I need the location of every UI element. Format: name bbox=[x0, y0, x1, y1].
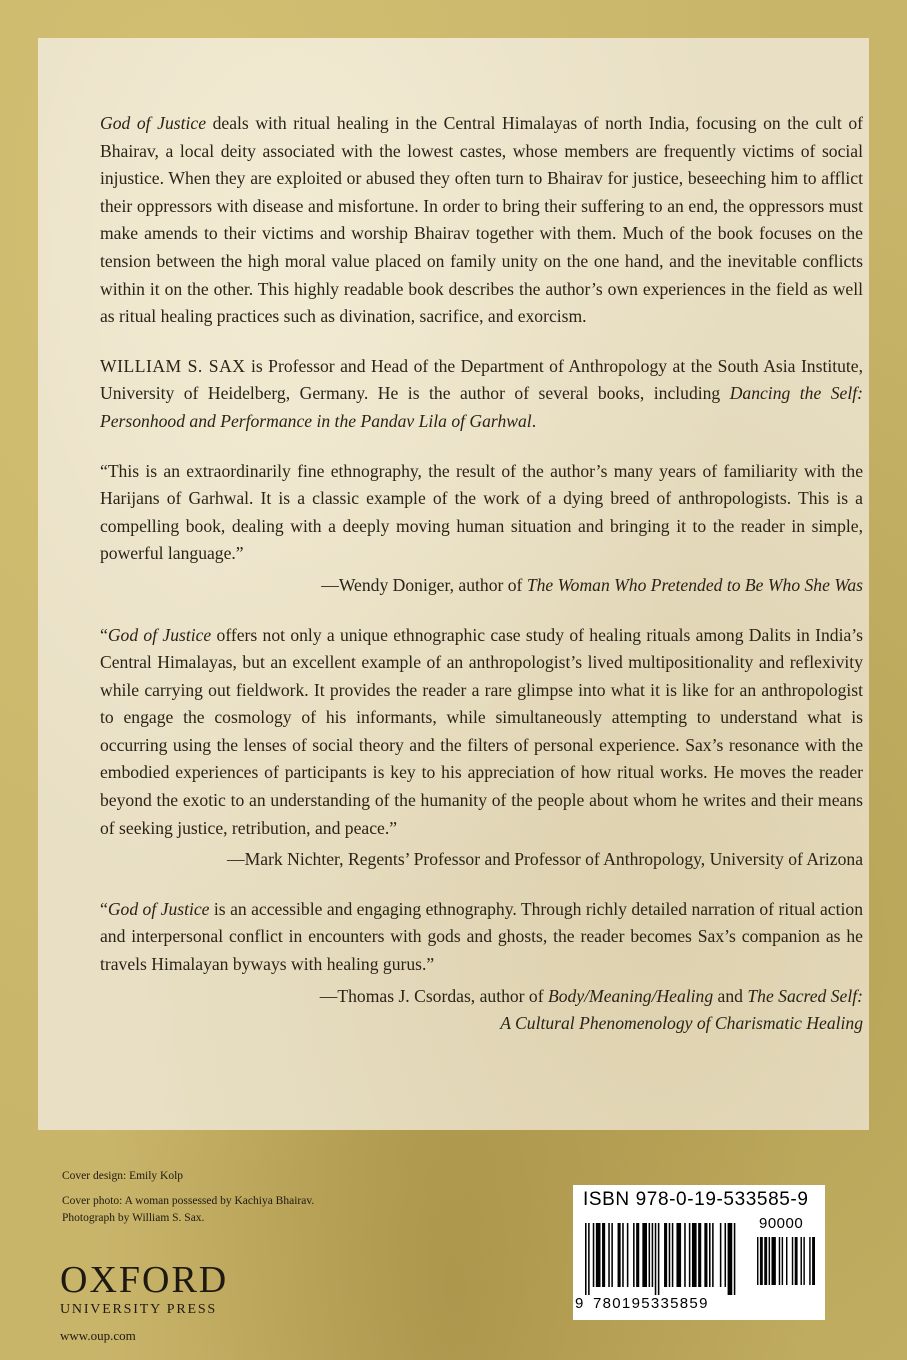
quote-title: God of Justice bbox=[107, 898, 210, 919]
blurb-text: deals with ritual healing in the Central Himalayas of north India, focusing on the cult of Bhairav, a local deity associated with the lowest castes, whose members are frequently victims of social injustice. When they are exploited or abused they often turn to Bhairav for justice, beseeching him to afflict their oppressors with disease and misfortune. In order to bring their suffering to an end, the oppressors must make amends to their victims and worship Bhairav together with them. Much of the book focuses on the tension between the high moral value placed on family unity on the one hand, and the inevitable conflicts within it on the other. This highly readable book describes the author’s own experiences in the field as well as ritual healing practices such as divination, sacrifice, and exorcism. bbox=[100, 113, 863, 327]
photo-credit-line2: Photograph by William S. Sax. bbox=[62, 1212, 205, 1224]
barcode-bar bbox=[652, 1223, 654, 1287]
barcode-bar bbox=[698, 1223, 701, 1287]
barcode-bar bbox=[795, 1237, 798, 1285]
barcode-first-digit: 9 bbox=[575, 1295, 584, 1312]
barcode-addon-bars bbox=[757, 1237, 815, 1293]
publisher-name: OXFORD bbox=[60, 1259, 229, 1301]
quote-open-mark: “ bbox=[100, 460, 108, 481]
endorsement-quote-3 bbox=[100, 896, 863, 979]
barcode-bar bbox=[622, 1223, 624, 1287]
barcode-bar bbox=[669, 1223, 671, 1287]
attribution-text: —Thomas J. Csordas, author of bbox=[319, 985, 548, 1006]
barcode-bar bbox=[602, 1223, 605, 1287]
barcode-bars bbox=[585, 1223, 753, 1297]
barcode-bar bbox=[809, 1237, 810, 1285]
quote-text: This is an extraordinarily fine ethnography, the result of the author’s many years of familiarity with the Harijans of Garhwal. It is a classic example of the work of a dying breed of anthropologists. This is a compelling book, dealing with a deeply moving human situation and bringing it to the reader in simple, powerful language.” bbox=[100, 460, 863, 564]
blurb-title: God of Justice bbox=[100, 113, 207, 133]
endorsement-quote-2 bbox=[100, 622, 863, 843]
publisher-logo bbox=[60, 1260, 228, 1344]
barcode-bar bbox=[585, 1223, 587, 1295]
book-blurb bbox=[100, 110, 863, 331]
barcode-bar bbox=[801, 1237, 802, 1285]
publisher-url: www.oup.com bbox=[60, 1328, 136, 1343]
quote-open-mark: “ bbox=[100, 624, 108, 645]
barcode-bar bbox=[593, 1223, 595, 1287]
barcode-bar bbox=[782, 1237, 783, 1285]
barcode-bar bbox=[692, 1223, 697, 1287]
barcode-bar bbox=[676, 1223, 681, 1287]
back-cover-panel bbox=[38, 38, 869, 1130]
barcode-addon-digits: 90000 bbox=[759, 1215, 804, 1232]
endorsement-attribution-3 bbox=[100, 983, 863, 1038]
barcode-bar bbox=[720, 1223, 722, 1287]
barcode-bar bbox=[709, 1223, 711, 1287]
author-bio-text: is Professor and Head of the Department of Anthropology at the South Asia Institute, University of Heidelberg, Germany. He is the author of several books, including bbox=[100, 355, 864, 404]
photo-credit-line1: Cover photo: A woman possessed by Kachiya Bhairav. bbox=[62, 1195, 315, 1207]
publisher-subtitle: UNIVERSITY PRESS bbox=[60, 1302, 218, 1317]
barcode-bar bbox=[772, 1237, 776, 1285]
barcode-bar bbox=[764, 1237, 767, 1285]
attribution-book-2: The Sacred Self: bbox=[747, 985, 863, 1006]
isbn-barcode bbox=[573, 1185, 825, 1320]
author-bio-end: . bbox=[531, 410, 537, 431]
barcode-bar bbox=[627, 1223, 629, 1287]
cover-credits bbox=[62, 1168, 314, 1235]
barcode-bar bbox=[608, 1223, 610, 1287]
barcode-bar bbox=[649, 1223, 651, 1287]
barcode-bar bbox=[803, 1237, 804, 1285]
quote-text: offers not only a unique ethnographic case study of healing rituals among Dalits in India’s Central Himalayas, but an excellent example of an anthropologist’s lived multipositionality and reflexivity while carrying out fieldwork. It provides the reader a rare glimpse into what it is like for an anthropologist to engage the cosmology of his informants, while simultaneously attempting to understand what is occurring using the lenses of social theory and the filters of personal experience. Sax’s resonance with the embodied experiences of participants is key to his appreciation of how ritual works. He moves the reader beyond the exotic to an understanding of the humanity of the people about whom he writes and their means of seeking justice, retribution, and peace.” bbox=[100, 624, 863, 838]
barcode-bar bbox=[633, 1223, 635, 1287]
barcode-bar bbox=[725, 1223, 727, 1287]
barcode-bar bbox=[769, 1237, 770, 1285]
endorsement-attribution-1 bbox=[100, 572, 863, 600]
barcode-bar bbox=[760, 1237, 763, 1285]
barcode-bar bbox=[642, 1223, 647, 1287]
attribution-book: Body/Meaning/Healing bbox=[548, 985, 714, 1006]
barcode-bar bbox=[712, 1223, 714, 1287]
barcode-bar bbox=[704, 1223, 707, 1287]
barcode-digit-string: 780195335859 bbox=[593, 1295, 709, 1312]
barcode-bar bbox=[684, 1223, 686, 1287]
barcode-bar bbox=[658, 1223, 660, 1295]
endorsement-attribution-2 bbox=[100, 846, 863, 874]
barcode-bar bbox=[779, 1237, 780, 1285]
author-name: WILLIAM S. SAX bbox=[100, 355, 246, 376]
barcode-bar bbox=[734, 1223, 736, 1295]
cover-text bbox=[100, 110, 863, 1060]
barcode-bar bbox=[792, 1237, 793, 1285]
quote-title: God of Justice bbox=[107, 624, 212, 645]
isbn-text: ISBN 978-0-19-533585-9 bbox=[583, 1189, 809, 1210]
barcode-bar bbox=[664, 1223, 667, 1287]
barcode-bar bbox=[655, 1223, 657, 1295]
author-bio bbox=[100, 353, 863, 436]
barcode-bar bbox=[636, 1223, 639, 1287]
attribution-text: —Wendy Doniger, author of bbox=[321, 574, 527, 595]
barcode-bar bbox=[786, 1237, 787, 1285]
author-book-title: Dancing the Self: Personhood and Performance in the Pandav Lila of Garhwal bbox=[100, 383, 863, 431]
cover-design-credit: Cover design: Emily Kolp bbox=[62, 1170, 184, 1182]
cover-photo-credit bbox=[62, 1193, 314, 1227]
barcode-bar bbox=[728, 1223, 733, 1295]
attribution-text-2: and bbox=[713, 985, 748, 1006]
barcode-bar bbox=[672, 1223, 674, 1287]
barcode-bar bbox=[596, 1223, 601, 1287]
quote-open-mark: “ bbox=[100, 898, 108, 919]
barcode-bar bbox=[757, 1237, 758, 1285]
attribution-text: —Mark Nichter, Regents’ Professor and Professor of Anthropology, University of Arizona bbox=[227, 849, 863, 870]
quote-text: is an accessible and engaging ethnography. Through richly detailed narration of ritual action and interpersonal conflict in encounters with gods and ghosts, the reader becomes Sax’s companion as he travels Himalayan byways with healing gurus.” bbox=[100, 898, 863, 975]
barcode-bar bbox=[588, 1223, 590, 1295]
barcode-bar bbox=[611, 1223, 613, 1287]
barcode-bar bbox=[618, 1223, 621, 1287]
attribution-book: The Woman Who Pretended to Be Who She Was bbox=[526, 574, 863, 595]
endorsement-quote-1 bbox=[100, 458, 863, 568]
barcode-bar bbox=[689, 1223, 691, 1287]
attribution-book-2-line2: A Cultural Phenomenology of Charismatic Healing bbox=[500, 1013, 863, 1034]
barcode-bar bbox=[812, 1237, 815, 1285]
